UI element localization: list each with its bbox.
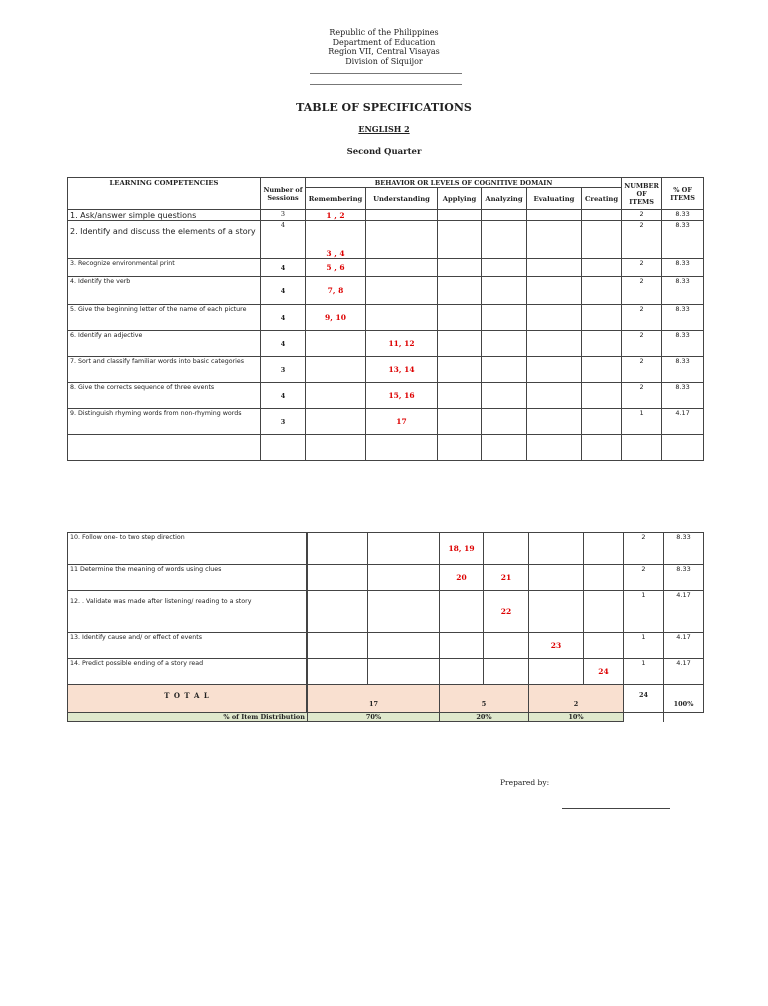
total-group-1: 17 xyxy=(308,685,440,713)
competency-cell: 8. Give the corrects sequence of three events xyxy=(68,383,261,409)
level-cell xyxy=(368,591,440,633)
table-row xyxy=(68,221,704,259)
competency-cell: 14. Predict possible ending of a story read xyxy=(68,659,307,685)
level-cell xyxy=(582,409,622,435)
distribution-group-1: 70% xyxy=(308,713,440,722)
level-cell xyxy=(438,221,482,259)
competencies-header-space xyxy=(68,188,261,210)
level-cell xyxy=(440,633,484,659)
items-cell: 2 xyxy=(622,357,662,383)
level-cell xyxy=(438,277,482,305)
level-cell xyxy=(438,259,482,277)
level-cell xyxy=(306,357,366,383)
level-cell xyxy=(582,331,622,357)
sessions-cell: 3 xyxy=(261,357,306,383)
total-row xyxy=(68,685,704,713)
level-cell xyxy=(527,221,582,259)
level-header-evaluating: Evaluating xyxy=(527,188,582,210)
specifications-table-2 xyxy=(67,532,704,722)
level-cell xyxy=(527,409,582,435)
level-header-remembering: Remembering xyxy=(306,188,366,210)
total-items: 24 xyxy=(624,685,664,713)
level-cell xyxy=(438,357,482,383)
header-line-1: Republic of the Philippines xyxy=(329,28,439,37)
level-cell xyxy=(438,409,482,435)
level-cell xyxy=(482,277,527,305)
percent-cell: 4.17 xyxy=(664,591,704,633)
percent-cell: 4.17 xyxy=(664,659,704,685)
items-cell: 1 xyxy=(624,659,664,685)
level-cell: 7, 8 xyxy=(306,277,366,305)
level-cell xyxy=(582,221,622,259)
empty-cell xyxy=(622,435,662,461)
percent-cell: 8.33 xyxy=(664,533,704,565)
total-percent: 100% xyxy=(664,685,704,713)
competency-cell: 1. Ask/answer simple questions xyxy=(68,210,261,221)
level-cell xyxy=(584,591,624,633)
level-cell xyxy=(527,259,582,277)
sessions-cell: 3 xyxy=(261,409,306,435)
empty-cell xyxy=(582,435,622,461)
level-cell xyxy=(482,383,527,409)
table-row xyxy=(68,210,704,221)
header-line-4: Division of Siquijor xyxy=(345,56,423,66)
empty-cell xyxy=(664,713,704,722)
level-cell xyxy=(529,591,584,633)
competency-cell: 10. Follow one- to two step direction xyxy=(68,533,307,565)
items-cell: 2 xyxy=(622,221,662,259)
percent-cell: 4.17 xyxy=(664,633,704,659)
level-cell xyxy=(582,357,622,383)
signature-line xyxy=(562,808,670,809)
spacer-row xyxy=(68,435,704,461)
document-title: TABLE OF SPECIFICATIONS xyxy=(296,101,472,114)
percent-cell: 8.33 xyxy=(662,221,704,259)
level-cell xyxy=(527,357,582,383)
table-row xyxy=(68,259,704,277)
competency-cell: 12. . Validate was made after listening/ reading to a story xyxy=(68,591,307,633)
level-cell xyxy=(368,633,440,659)
level-cell xyxy=(366,305,438,331)
percent-cell: 8.33 xyxy=(662,383,704,409)
level-cell: 9, 10 xyxy=(306,305,366,331)
percent-cell: 4.17 xyxy=(662,409,704,435)
competency-cell: 4. Identify the verb xyxy=(68,277,261,305)
quarter-title: Second Quarter xyxy=(346,147,422,157)
cognitive-domain-header: BEHAVIOR OR LEVELS OF COGNITIVE DOMAIN xyxy=(306,178,622,188)
level-cell xyxy=(308,565,368,591)
level-cell xyxy=(438,305,482,331)
level-cell: 23 xyxy=(529,633,584,659)
level-cell xyxy=(482,259,527,277)
sessions-cell: 4 xyxy=(261,331,306,357)
items-cell: 2 xyxy=(622,277,662,305)
competency-cell: 7. Sort and classify familiar words into basic categories xyxy=(68,357,261,383)
sessions-header: Number of Sessions xyxy=(261,178,306,210)
header-line-2: Department of Education xyxy=(332,37,436,47)
empty-cell xyxy=(261,435,306,461)
level-cell: 11, 12 xyxy=(366,331,438,357)
items-cell: 2 xyxy=(622,331,662,357)
table-row xyxy=(68,331,704,357)
level-cell xyxy=(440,659,484,685)
level-header-creating: Creating xyxy=(582,188,622,210)
table-row xyxy=(68,591,704,633)
level-header-analyzing: Analyzing xyxy=(482,188,527,210)
level-cell xyxy=(584,633,624,659)
competency-cell: 2. Identify and discuss the elements of a story xyxy=(68,221,261,259)
level-cell xyxy=(529,565,584,591)
level-cell xyxy=(584,533,624,565)
level-cell xyxy=(366,277,438,305)
competency-cell: 9. Distinguish rhyming words from non-rhyming words xyxy=(68,409,261,435)
percent-cell: 8.33 xyxy=(662,210,704,221)
level-cell xyxy=(438,210,482,221)
letterhead xyxy=(0,28,768,66)
table-row xyxy=(68,565,704,591)
items-cell: 2 xyxy=(624,533,664,565)
level-cell xyxy=(308,659,368,685)
items-cell: 1 xyxy=(624,633,664,659)
items-cell: 2 xyxy=(622,259,662,277)
level-cell xyxy=(529,533,584,565)
level-cell xyxy=(582,210,622,221)
items-cell: 1 xyxy=(622,409,662,435)
level-cell: 17 xyxy=(366,409,438,435)
percent-cell: 8.33 xyxy=(662,331,704,357)
level-cell xyxy=(482,331,527,357)
level-cell xyxy=(368,533,440,565)
level-cell xyxy=(482,210,527,221)
empty-cell xyxy=(624,713,664,722)
level-cell: 13, 14 xyxy=(366,357,438,383)
level-cell xyxy=(482,357,527,383)
level-cell xyxy=(438,383,482,409)
level-header-understanding: Understanding xyxy=(366,188,438,210)
level-cell xyxy=(484,533,529,565)
distribution-row xyxy=(68,713,704,722)
table-row xyxy=(68,277,704,305)
sessions-cell: 4 xyxy=(261,383,306,409)
table-row xyxy=(68,533,704,565)
distribution-label: % of Item Distribution xyxy=(68,713,308,722)
level-cell xyxy=(366,221,438,259)
items-cell: 2 xyxy=(622,305,662,331)
distribution-group-3: 10% xyxy=(529,713,624,722)
level-cell xyxy=(438,331,482,357)
empty-cell xyxy=(527,435,582,461)
level-cell: 15, 16 xyxy=(366,383,438,409)
level-cell xyxy=(527,210,582,221)
competency-cell: 6. Identify an adjective xyxy=(68,331,261,357)
specifications-table-1 xyxy=(67,177,704,461)
empty-cell xyxy=(662,435,704,461)
level-cell xyxy=(366,210,438,221)
level-cell xyxy=(582,305,622,331)
level-header-applying: Applying xyxy=(438,188,482,210)
number-items-header: NUMBER OF ITEMS xyxy=(622,178,662,210)
level-cell: 20 xyxy=(440,565,484,591)
level-cell: 24 xyxy=(584,659,624,685)
items-cell: 1 xyxy=(624,591,664,633)
empty-cell xyxy=(482,435,527,461)
sessions-cell: 3 xyxy=(261,210,306,221)
level-cell xyxy=(482,409,527,435)
level-cell: 1 , 2 xyxy=(306,210,366,221)
level-cell xyxy=(308,633,368,659)
level-cell: 3 , 4 xyxy=(306,221,366,259)
percent-cell: 8.33 xyxy=(662,277,704,305)
competency-cell: 13. Identify cause and/ or effect of events xyxy=(68,633,307,659)
level-cell xyxy=(527,383,582,409)
empty-cell xyxy=(438,435,482,461)
competency-cell: 3. Recognize environmental print xyxy=(68,259,261,277)
level-cell xyxy=(306,383,366,409)
items-cell: 2 xyxy=(622,210,662,221)
table-row xyxy=(68,633,704,659)
competencies-header: LEARNING COMPETENCIES xyxy=(68,178,261,188)
level-cell xyxy=(527,331,582,357)
level-cell xyxy=(527,277,582,305)
level-cell xyxy=(582,383,622,409)
competency-cell: 11 Determine the meaning of words using clues xyxy=(68,565,307,591)
header-divider-2 xyxy=(310,84,462,85)
level-cell: 5 , 6 xyxy=(306,259,366,277)
table-row xyxy=(68,383,704,409)
total-group-2: 5 xyxy=(440,685,529,713)
table-row xyxy=(68,305,704,331)
level-cell xyxy=(484,659,529,685)
level-cell xyxy=(484,633,529,659)
items-cell: 2 xyxy=(622,383,662,409)
empty-cell xyxy=(366,435,438,461)
percent-cell: 8.33 xyxy=(662,357,704,383)
sessions-cell: 4 xyxy=(261,277,306,305)
level-cell xyxy=(306,331,366,357)
level-cell: 21 xyxy=(484,565,529,591)
distribution-group-2: 20% xyxy=(440,713,529,722)
total-group-3: 2 xyxy=(529,685,624,713)
levels-row xyxy=(68,188,704,210)
competency-cell: 5. Give the beginning letter of the name of each picture xyxy=(68,305,261,331)
level-cell xyxy=(306,409,366,435)
level-cell xyxy=(527,305,582,331)
header-line-3: Region VII, Central Visayas xyxy=(328,47,440,56)
percent-cell: 8.33 xyxy=(662,259,704,277)
percent-cell: 8.33 xyxy=(664,565,704,591)
level-cell xyxy=(308,533,368,565)
level-cell: 22 xyxy=(484,591,529,633)
level-cell xyxy=(584,565,624,591)
level-cell xyxy=(366,259,438,277)
level-cell xyxy=(308,591,368,633)
level-cell xyxy=(440,591,484,633)
subject-title: ENGLISH 2 xyxy=(358,124,410,134)
level-cell: 18, 19 xyxy=(440,533,484,565)
table-row xyxy=(68,659,704,685)
empty-cell xyxy=(68,435,261,461)
header-divider-1 xyxy=(310,73,462,74)
empty-cell xyxy=(306,435,366,461)
level-cell xyxy=(582,277,622,305)
level-cell xyxy=(482,221,527,259)
table-row xyxy=(68,409,704,435)
sessions-cell: 4 xyxy=(261,259,306,277)
level-cell xyxy=(482,305,527,331)
percent-items-header: % OF ITEMS xyxy=(662,178,704,210)
items-cell: 2 xyxy=(624,565,664,591)
sessions-cell: 4 xyxy=(261,305,306,331)
total-label: T O T A L xyxy=(68,685,307,713)
level-cell xyxy=(529,659,584,685)
level-cell xyxy=(368,659,440,685)
prepared-by-label: Prepared by: xyxy=(500,778,550,787)
sessions-cell: 4 xyxy=(261,221,306,259)
table-row xyxy=(68,357,704,383)
level-cell xyxy=(368,565,440,591)
percent-cell: 8.33 xyxy=(662,305,704,331)
level-cell xyxy=(582,259,622,277)
